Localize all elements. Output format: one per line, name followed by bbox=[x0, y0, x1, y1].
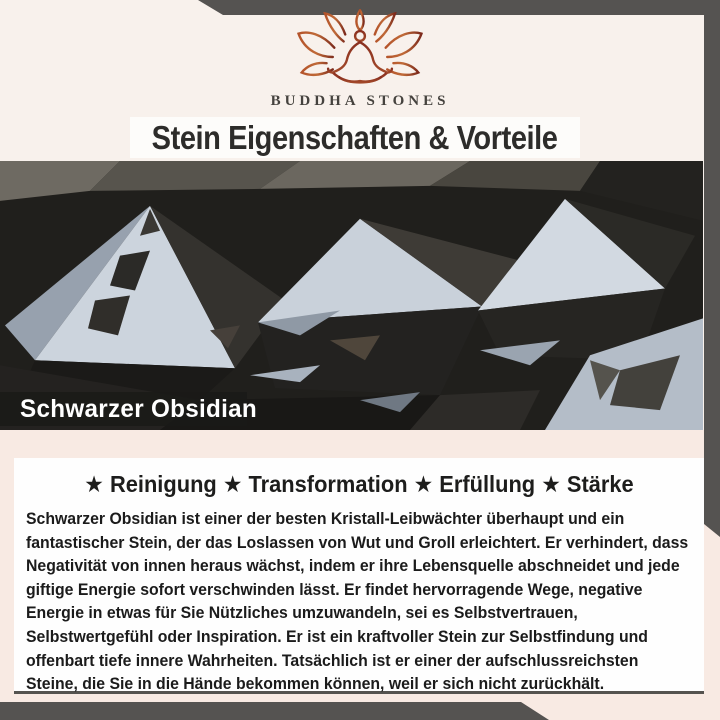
bottom-corner-decoration bbox=[0, 702, 549, 720]
title-bar bbox=[130, 117, 580, 158]
brand-name: BUDDHA STONES bbox=[270, 93, 450, 109]
obsidian-crystals-illustration bbox=[0, 161, 703, 430]
obsidian-photo bbox=[0, 161, 703, 430]
lotus-meditation-icon bbox=[293, 8, 427, 92]
stone-description: Schwarzer Obsidian ist einer der besten Kristall-Leibwächter überhaupt und ein fantastischer Stein, der das Loslassen von Wut und Groll erleichtert. Er verhindert, dass Negativität von innen heraus wächst, indem er ihre Lebensquelle abschneidet und jede giftige Energie sofort verschwinden lässt. Er findet hervorragende Wege, negative Energie in etwas für Sie Nützliches umzuwandeln, sei es Selbstvertrauen, Selbstwertgefühl oder Inspiration. Er ist ein kraftvoller Stein zur Selbstfindung und offenbart tiefe innere Wahrheiten. Tatsächlich ist er einer der aufschlussreichsten Steine, die Sie in die Hände bekommen können, weil er sich nicht zurückhält. bbox=[26, 509, 689, 694]
benefits-line: ★ Reinigung ★ Transformation ★ Erfüllung ★ Stärke bbox=[84, 471, 634, 497]
page-title: Stein Eigenschaften & Vorteile bbox=[152, 118, 558, 156]
photo-caption-bar bbox=[0, 392, 258, 426]
brand-header bbox=[0, 8, 720, 110]
photo-caption: Schwarzer Obsidian bbox=[20, 394, 258, 423]
info-panel bbox=[14, 458, 704, 694]
